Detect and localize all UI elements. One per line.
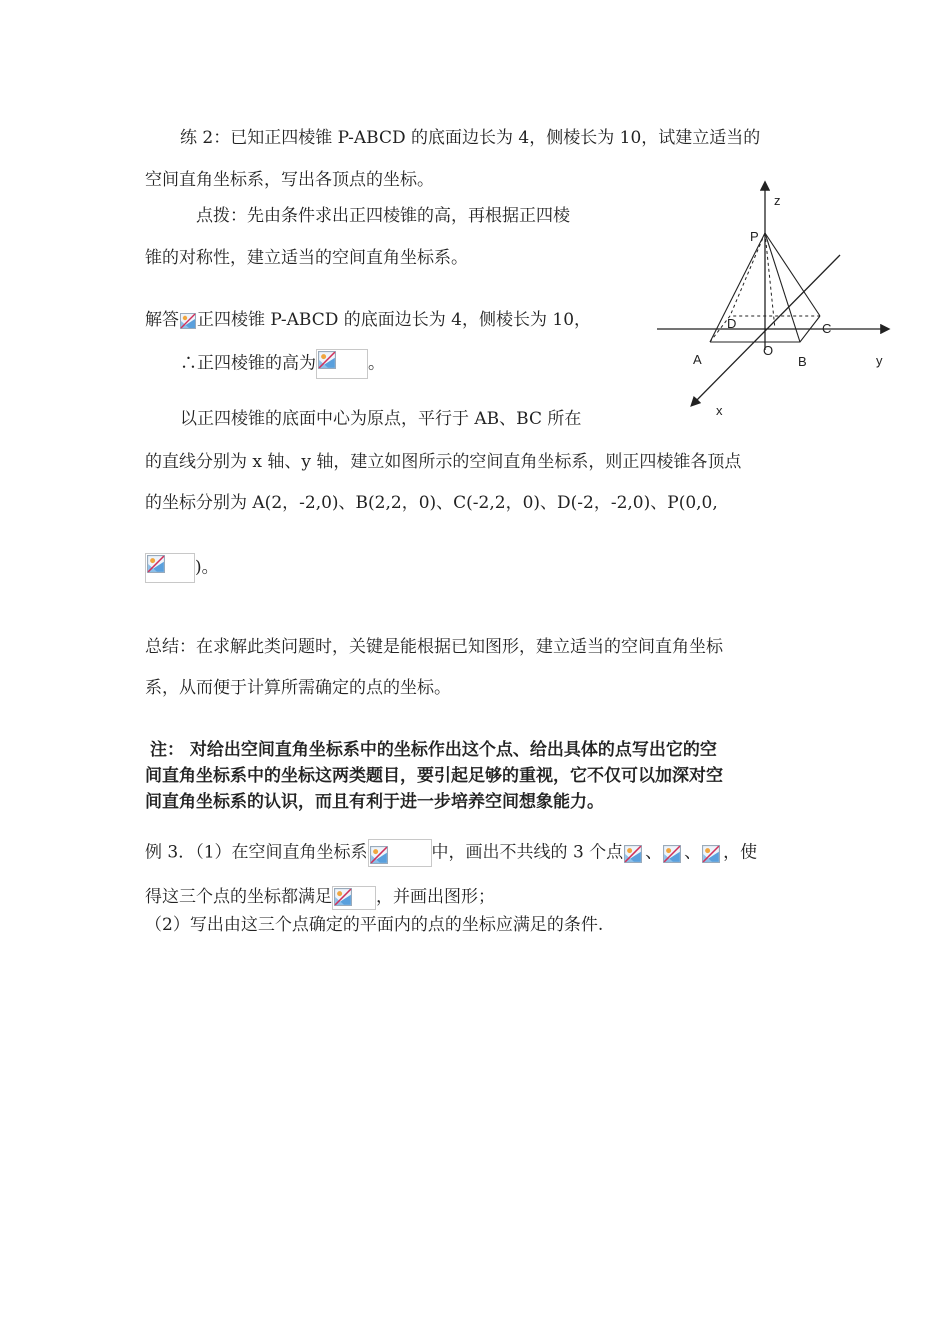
formula-image-condition	[332, 886, 376, 910]
formula-image-point3	[701, 842, 723, 864]
summary-line1: 总结：在求解此类问题时，关键是能根据已知图形，建立适当的空间直角坐标	[145, 637, 723, 657]
formula-image-oxyz	[368, 839, 432, 867]
height-suffix: 。	[368, 353, 385, 374]
formula-image-height	[316, 349, 368, 379]
label-B: B	[798, 354, 807, 369]
edge-PA	[710, 233, 765, 342]
label-y: y	[876, 353, 883, 368]
label-P: P	[750, 229, 759, 244]
ex3-sep2: 、	[684, 842, 702, 863]
height-prefix: ∴正四棱锥的高为	[180, 353, 316, 374]
summary-line2: 系，从而便于计算所需确定的点的坐标。	[145, 678, 451, 698]
label-O: O	[763, 343, 774, 358]
exercise2-line1: 练 2：已知正四棱锥 P-ABCD 的底面边长为 4，侧棱长为 10，试建立适当的	[180, 128, 761, 148]
label-C: C	[822, 321, 832, 336]
hint-line2: 锥的对称性，建立适当的空间直角坐标系。	[145, 248, 468, 268]
image-placeholder	[179, 312, 197, 330]
formula-image-point1	[623, 842, 645, 864]
edge-PD	[730, 233, 765, 316]
label-D: D	[727, 316, 737, 331]
ex3-line2-b: ，并画出图形；	[376, 887, 495, 907]
solution-para-end	[145, 553, 219, 583]
para-end-text: )。	[195, 557, 219, 578]
pyramid-coordinate-figure	[650, 175, 910, 425]
note-line1: 注： 对给出空间直角坐标系中的坐标作出这个点、给出具体的点写出它的空	[150, 740, 717, 760]
height-line	[180, 349, 385, 379]
answer-line	[145, 308, 591, 332]
broken-image-icon	[180, 313, 196, 329]
formula-image-point2	[662, 842, 684, 864]
label-x: x	[716, 403, 723, 418]
label-z: z	[774, 193, 781, 208]
example3-line3: （2）写出由这三个点确定的平面内的点的坐标应满足的条件.	[145, 915, 604, 935]
broken-image-icon	[663, 845, 681, 863]
solution-para-line1: 以正四棱锥的底面中心为原点，平行于 AB、BC 所在	[180, 409, 582, 429]
ex3-sep1: 、	[645, 842, 663, 863]
broken-image-icon	[334, 888, 352, 906]
ex3-part1-a: 例 3．（1）在空间直角坐标系	[145, 842, 368, 863]
formula-image-p-z	[145, 553, 195, 583]
broken-image-icon	[702, 845, 720, 863]
solution-para-line2: 的直线分别为 x 轴、y 轴，建立如图所示的空间直角坐标系，则正四棱锥各顶点	[145, 452, 742, 472]
ex3-part1-b: 中，画出不共线的 3 个点	[431, 842, 624, 863]
ex3-part1-c: ，使	[723, 842, 758, 863]
ex3-line2-a: 得这三个点的坐标都满足	[145, 887, 332, 907]
example3-line2	[145, 885, 495, 910]
hint-line1: 点拨：先由条件求出正四棱锥的高，再根据正四棱	[196, 206, 570, 226]
solution-para-line3: 的坐标分别为 A(2，-2,0)、B(2,2，0)、C(-2,2，0)、D(-2，-2,0)、P(0,0,	[145, 493, 718, 513]
answer-text: 正四棱锥 P-ABCD 的底面边长为 4，侧棱长为 10，	[197, 310, 592, 330]
note-line3: 间直角坐标系的认识，而且有利于进一步培养空间想象能力。	[145, 792, 604, 812]
broken-image-icon	[147, 555, 165, 573]
broken-image-icon	[624, 845, 642, 863]
example3-line1	[145, 839, 757, 867]
x-axis	[692, 255, 840, 405]
exercise2-line2: 空间直角坐标系，写出各顶点的坐标。	[145, 170, 434, 190]
broken-image-icon	[318, 351, 336, 369]
answer-prefix: 解答	[145, 310, 179, 330]
label-A: A	[693, 352, 702, 367]
note-line2: 间直角坐标系中的坐标这两类题目，要引起足够的重视，它不仅可以加深对空	[145, 766, 723, 786]
broken-image-icon	[370, 846, 388, 864]
